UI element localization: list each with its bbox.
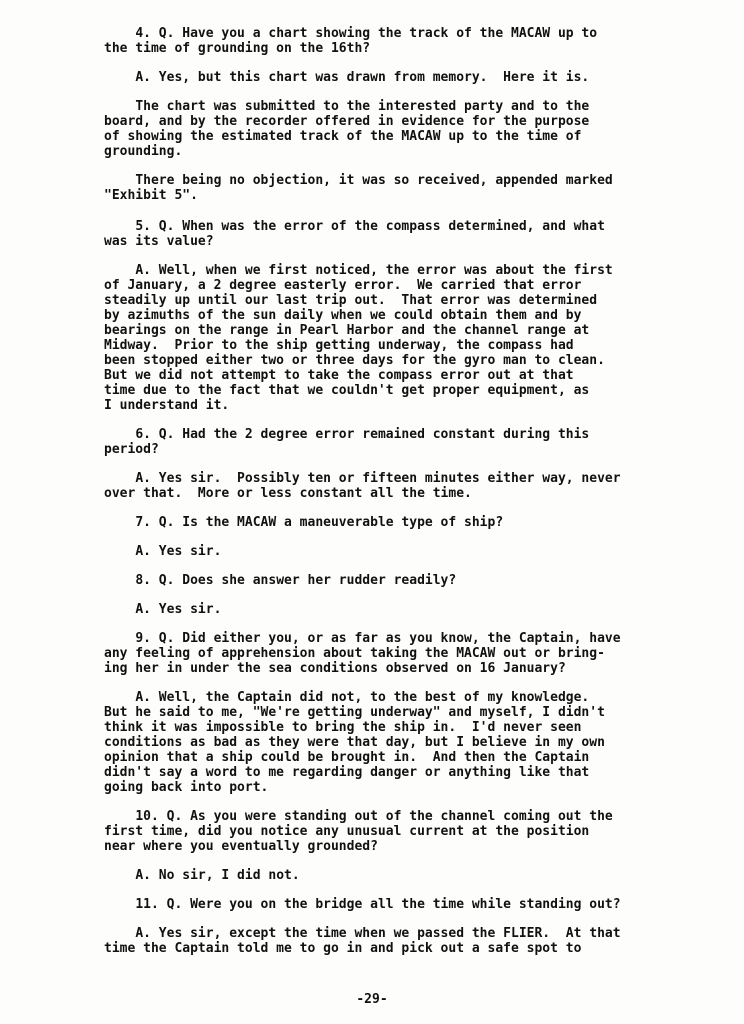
- answer-5: A. Well, when we first noticed, the error was about the first of January, a 2 degree easterly error. We carried that error steadily up until our last trip out. That error was determined by azimuths of the sun daily when we could obtain them and by bearings on the range in Pearl Harbor and the channel range at Midway. Prior to the ship getting underway, the compass had been stopped either two or three days for the gyro man to clean. But we did not attempt to take the compass error out at that time due to the fact that we couldn't get proper equipment, as I understand it.: [104, 263, 613, 413]
- answer-10: A. No sir, I did not.: [104, 868, 300, 883]
- question-5: 5. Q. When was the error of the compass determined, and what was its value?: [104, 219, 605, 249]
- document-body: [104, 26, 652, 970]
- question-4: 4. Q. Have you a chart showing the track of the MACAW up to the time of grounding on the 16th?: [104, 26, 598, 56]
- page-number: -29-: [356, 992, 388, 1007]
- question-7: 7. Q. Is the MACAW a maneuverable type of ship?: [104, 515, 504, 530]
- question-10: 10. Q. As you were standing out of the channel coming out the first time, did you notice any unusual current at the position near where you eventually grounded?: [104, 809, 613, 854]
- answer-7: A. Yes sir.: [104, 544, 222, 559]
- answer-6: A. Yes sir. Possibly ten or fifteen minutes either way, never over that. More or less constant all the time.: [104, 471, 621, 501]
- answer-4: A. Yes, but this chart was drawn from memory. Here it is.: [104, 70, 590, 85]
- exhibit-received: There being no objection, it was so received, appended marked "Exhibit 5".: [104, 173, 613, 203]
- question-6: 6. Q. Had the 2 degree error remained constant during this period?: [104, 427, 590, 457]
- answer-8: A. Yes sir.: [104, 602, 222, 617]
- question-11: 11. Q. Were you on the bridge all the time while standing out?: [104, 897, 621, 912]
- question-8: 8. Q. Does she answer her rudder readily?: [104, 573, 457, 588]
- answer-9: A. Well, the Captain did not, to the best of my knowledge. But he said to me, "We're getting underway" and myself, I didn't think it was impossible to bring the ship in. I'd never seen conditions as bad as they were that day, but I believe in my own opinion that a ship could be brought in. And then the Captain didn't say a word to me regarding danger or anything like that going back into port.: [104, 690, 605, 795]
- exhibit-note: The chart was submitted to the interested party and to the board, and by the recorder offered in evidence for the purpose of showing the estimated track of the MACAW up to the time of grounding.: [104, 99, 590, 159]
- answer-11: A. Yes sir, except the time when we passed the FLIER. At that time the Captain told me to go in and pick out a safe spot to: [104, 926, 621, 956]
- question-9: 9. Q. Did either you, or as far as you know, the Captain, have any feeling of apprehension about taking the MACAW out or bring- ing her in under the sea conditions observed on 16 January?: [104, 631, 621, 676]
